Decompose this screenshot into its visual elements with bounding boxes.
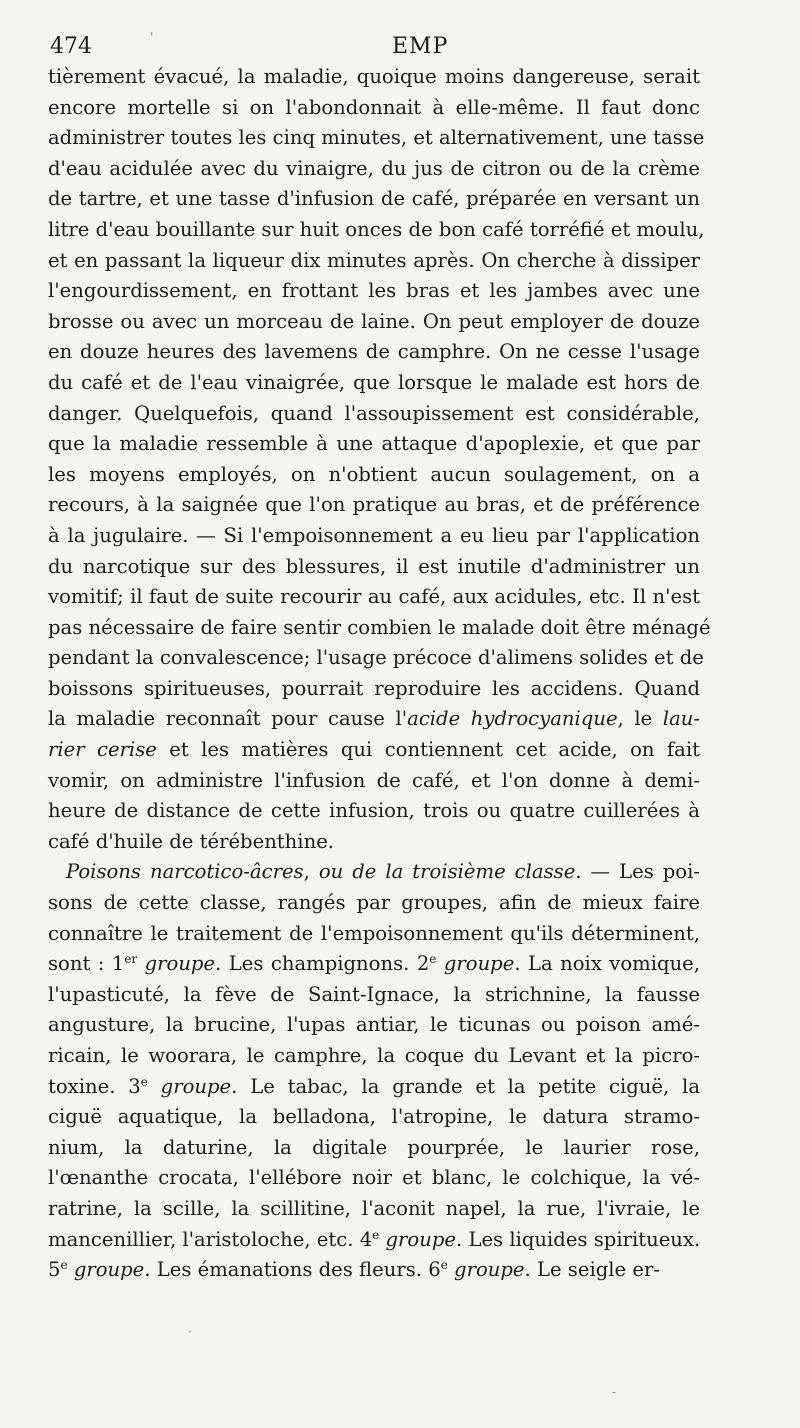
text-line	[48, 796, 700, 827]
text-line	[48, 246, 700, 277]
text-run: l'œnanthe crocata, l'ellébore noir et blanc, le colchique, la vé-	[48, 1166, 700, 1190]
text-run: tièrement évacué, la maladie, quoique moins dangereuse, serait	[48, 65, 700, 88]
text-run: encore mortelle si on l'abondonnait à elle-même. Il faut donc	[48, 95, 700, 119]
text-run: danger. Quelquefois, quand l'assoupissement est considérable,	[48, 401, 700, 425]
text-run: . Les champignons. 2	[215, 952, 430, 976]
superscript: e	[440, 1258, 448, 1273]
text-line	[48, 888, 700, 919]
text-run: . La noix vomique,	[514, 952, 701, 976]
text-run: sont : 1	[48, 952, 125, 976]
text-line	[48, 429, 700, 460]
text-run: heure de distance de cette infusion, trois ou quatre cuillerées à	[48, 799, 700, 823]
text-run: pendant la convalescence; l'usage précoce d'alimens solides et de	[48, 646, 704, 670]
text-run: du café et de l'eau vinaigrée, que lorsque le malade est hors de	[48, 370, 700, 394]
text-line	[48, 949, 700, 980]
text-line	[48, 1041, 700, 1072]
text-line	[48, 93, 700, 124]
text-run: en douze heures des lavemens de camphre. On ne cesse l'usage	[48, 340, 700, 364]
text-line	[48, 215, 705, 246]
italic-run: rier cerise	[48, 738, 157, 762]
text-line	[48, 276, 700, 307]
text-line	[48, 1010, 700, 1041]
italic-run: groupe	[144, 952, 216, 976]
text-run: l'upasticuté, la fève de Saint-Ignace, la strichnine, la fausse	[48, 982, 700, 1006]
text-run: à la jugulaire. — Si l'empoisonnement a eu lieu par l'application	[48, 523, 700, 547]
text-line	[48, 490, 700, 521]
text-run: . — Les poi-	[575, 860, 700, 884]
superscript: e	[372, 1227, 380, 1242]
page-number: 474	[50, 34, 92, 59]
text-run: les moyens employés, on n'obtient aucun soulagement, on a	[48, 462, 700, 486]
text-run	[137, 952, 144, 975]
text-run: litre d'eau bouillante sur huit onces de bon café torréfié et moulu,	[48, 217, 705, 241]
text-line	[48, 766, 700, 797]
text-line	[48, 368, 700, 399]
text-line	[48, 857, 700, 888]
text-line	[48, 123, 705, 154]
superscript: e	[140, 1074, 148, 1089]
text-line	[48, 1225, 700, 1256]
text-run: . Les liquides spiritueux.	[455, 1227, 701, 1251]
italic-run: groupe	[160, 1074, 232, 1098]
italic-run: ou de la troisième classe	[318, 860, 576, 884]
text-run: , le	[617, 707, 663, 731]
text-run: connaître le traitement de l'empoisonnement qu'ils déterminent,	[48, 921, 700, 945]
text-line	[48, 337, 700, 368]
text-run: boissons spiritueuses, pourrait reproduire les accidens. Quand	[48, 676, 700, 700]
text-run: du narcotique sur des blessures, il est inutile d'administrer un	[48, 554, 700, 578]
text-run: brosse ou avec un morceau de laine. On peut employer de douze	[48, 309, 700, 333]
text-run: toxine. 3	[48, 1074, 141, 1098]
text-run: ,	[303, 860, 319, 884]
text-line	[48, 980, 700, 1011]
text-line	[48, 1133, 700, 1164]
text-line	[48, 704, 700, 735]
text-line	[48, 643, 704, 674]
text-run: l'engourdissement, en frottant les bras et les jambes avec une	[48, 279, 700, 303]
text-run: de tartre, et une tasse d'infusion de café, préparée en versant un	[48, 187, 700, 211]
running-head: EMP	[392, 34, 449, 59]
text-run: angusture, la brucine, l'upas antiar, le ticunas ou poison amé-	[48, 1013, 700, 1037]
text-run: vomitif; il faut de suite recourir au café, aux acidules, etc. Il n'est	[48, 585, 700, 609]
superscript: e	[429, 952, 437, 967]
text-line	[48, 1255, 700, 1286]
italic-run: Poisons narcotico-âcres	[66, 860, 304, 884]
text-line	[48, 521, 700, 552]
text-line	[48, 552, 700, 583]
italic-run: groupe	[385, 1227, 456, 1251]
text-run: pas nécessaire de faire sentir combien le malade doit être ménagé	[48, 615, 711, 639]
text-run	[148, 1075, 161, 1098]
text-run: café d'huile de térébenthine.	[48, 829, 335, 853]
text-line	[48, 460, 700, 491]
text-run: . Le tabac, la grande et la petite ciguë, la	[231, 1074, 701, 1098]
text-line	[48, 919, 700, 950]
text-run: administrer toutes les cinq minutes, et alternativement, une tasse	[48, 126, 705, 150]
text-line	[48, 735, 700, 766]
text-line	[48, 307, 700, 338]
text-line	[48, 613, 711, 644]
italic-run: lau-	[662, 707, 700, 731]
text-run: et en passant la liqueur dix minutes après. On cherche à dissiper	[48, 248, 700, 272]
text-line	[48, 1102, 700, 1133]
body-text	[48, 62, 711, 1286]
text-line	[48, 674, 700, 705]
text-run: d'eau acidulée avec du vinaigre, du jus de citron ou de la crème	[48, 156, 700, 180]
text-line	[48, 582, 700, 613]
print-speck: '	[150, 30, 154, 44]
italic-run: groupe	[73, 1258, 145, 1282]
text-run: ricain, le woorara, le camphre, la coque du Levant et la picro-	[48, 1044, 700, 1067]
text-run: recours, à la saignée que l'on pratique au bras, et de préférence	[48, 493, 700, 517]
text-line	[48, 184, 700, 215]
text-line	[48, 399, 700, 430]
text-run: . Les émanations des fleurs. 6	[144, 1258, 441, 1282]
text-run: que la maladie ressemble à une attaque d'apoplexie, et que par	[48, 432, 700, 456]
text-line	[48, 1163, 700, 1194]
print-speck: ·	[188, 1325, 192, 1339]
text-run: 5	[48, 1258, 61, 1282]
superscript: er	[124, 952, 138, 967]
text-run: vomir, on administre l'infusion de café, et l'on donne à demi-	[48, 768, 700, 792]
text-run: . Le seigle er-	[524, 1258, 660, 1282]
text-run: et les matières qui contiennent cet acide, on fait	[156, 738, 700, 762]
text-line	[48, 154, 700, 185]
italic-run: acide hydrocyanique	[407, 707, 618, 731]
superscript: e	[60, 1258, 68, 1273]
italic-run: groupe	[454, 1258, 525, 1282]
text-run: nium, la daturine, la digitale pourprée, le laurier rose,	[48, 1135, 700, 1159]
text-line	[48, 827, 700, 858]
text-line	[48, 62, 700, 93]
text-line	[48, 1194, 700, 1225]
text-run: ciguë aquatique, la belladona, l'atropine, le datura stramo-	[48, 1105, 700, 1129]
text-run: mancenillier, l'aristoloche, etc. 4	[48, 1227, 373, 1251]
text-run: ratrine, la scille, la scillitine, l'aconit napel, la rue, l'ivraie, le	[48, 1196, 700, 1220]
italic-run: groupe	[443, 952, 515, 976]
print-speck: -	[612, 1385, 617, 1399]
text-run	[436, 952, 443, 975]
page-header	[50, 34, 750, 64]
text-run: sons de cette classe, rangés par groupes, afin de mieux faire	[48, 891, 700, 915]
text-line	[48, 1072, 700, 1103]
text-run: la maladie reconnaît pour cause l'	[48, 707, 408, 731]
